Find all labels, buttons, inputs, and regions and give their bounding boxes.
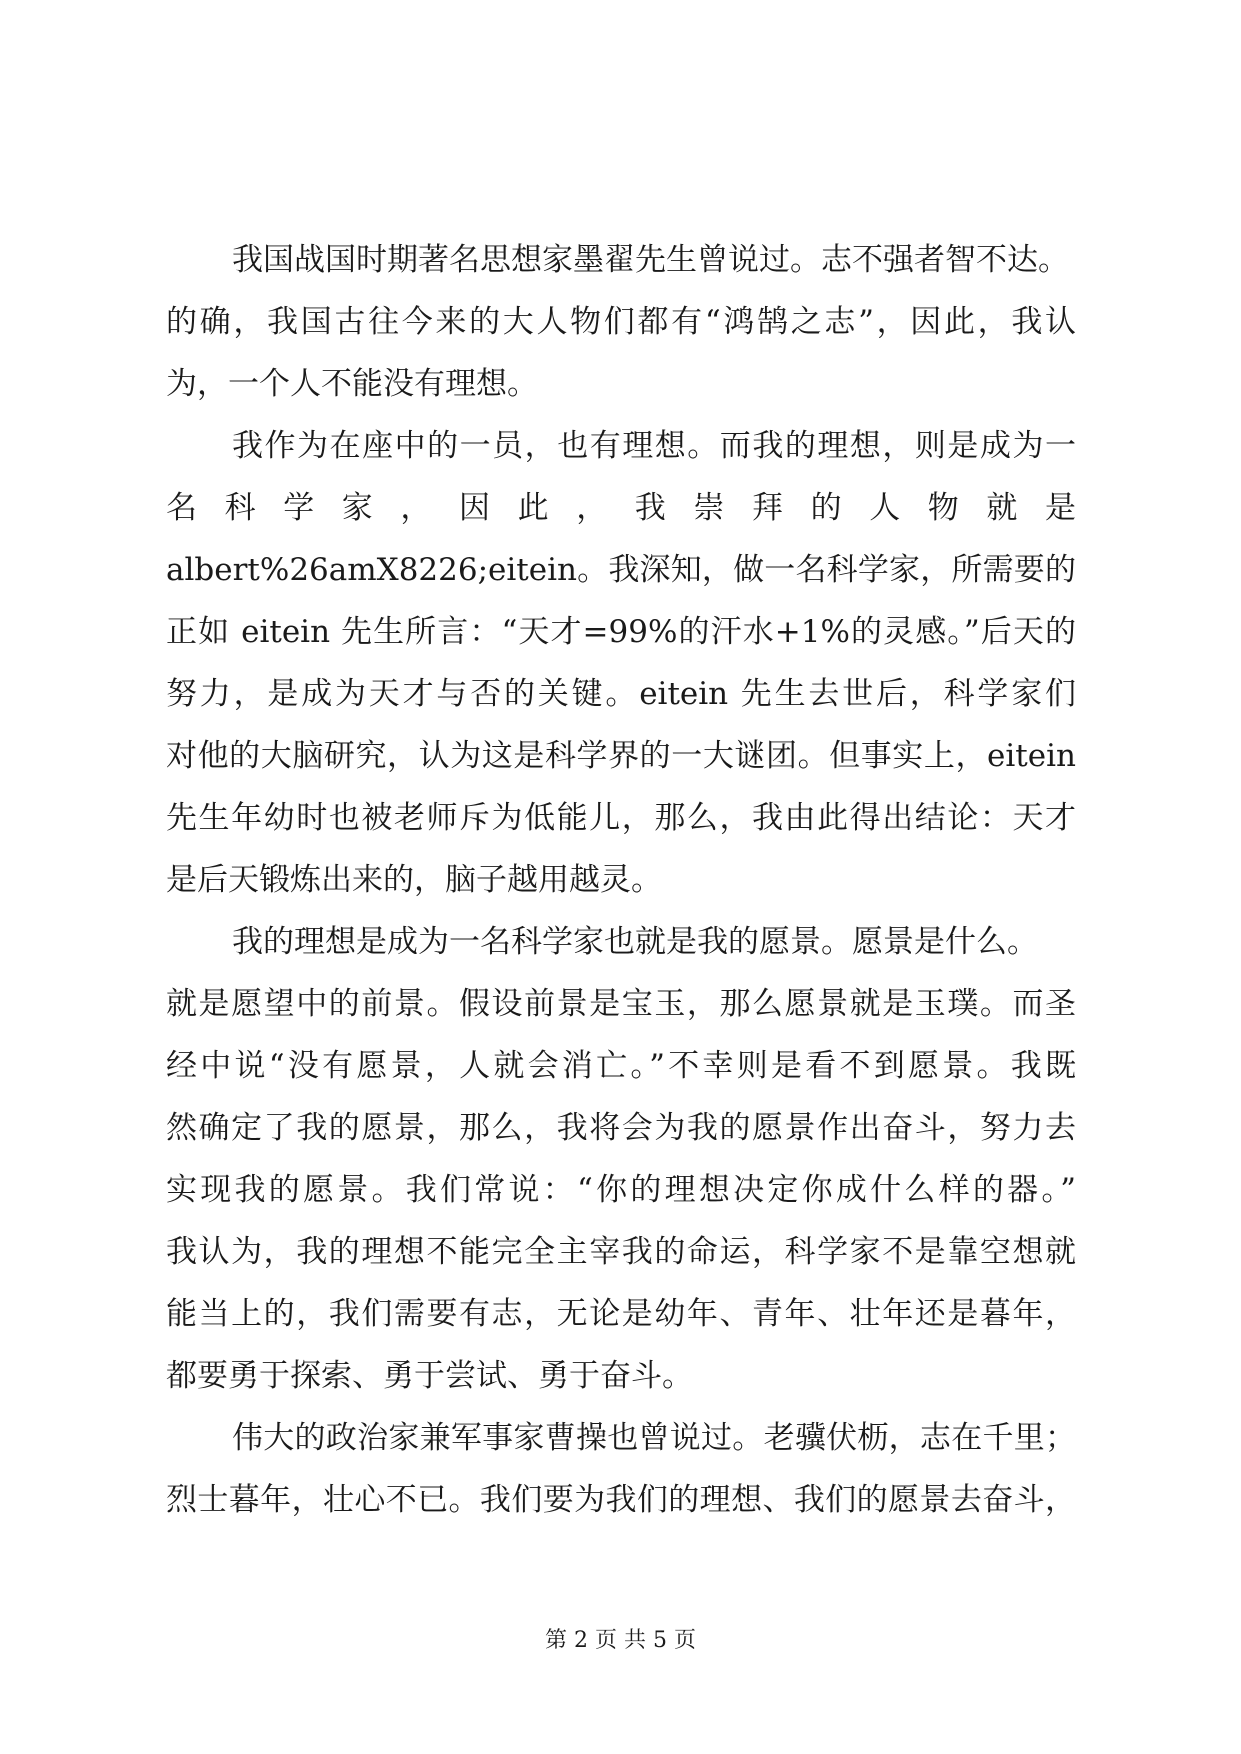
text-line: 就是愿望中的前景。假设前景是宝玉，那么愿景就是玉璞。而圣 — [166, 986, 1076, 1022]
body-text — [166, 229, 1076, 1531]
text-line: 我的理想是成为一名科学家也就是我的愿景。愿景是什么。 — [232, 924, 1038, 960]
text-line: 对他的大脑研究，认为这是科学界的一大谜团。但事实上，eitein — [166, 738, 1076, 774]
page-number-footer: 第 2 页 共 5 页 — [545, 1628, 696, 1653]
text-line: 先生年幼时也被老师斥为低能儿，那么，我由此得出结论：天才 — [166, 800, 1076, 836]
paragraph — [166, 415, 1076, 911]
text-line: 是后天锻炼出来的，脑子越用越灵。 — [166, 862, 662, 898]
text-line: 实现我的愿景。我们常说：“你的理想决定你成什么样的器。” — [166, 1172, 1076, 1208]
text-line: albert%26amX8226;eitein。我深知，做一名科学家，所需要的 — [166, 552, 1076, 588]
text-line: 为，一个人不能没有理想。 — [166, 366, 538, 402]
text-line: 伟大的政治家兼军事家曹操也曾说过。老骥伏枥，志在千里； — [232, 1420, 1076, 1456]
text-line: 我国战国时期著名思想家墨翟先生曾说过。志不强者智不达。 — [232, 242, 1069, 278]
text-line: 我作为在座中的一员，也有理想。而我的理想，则是成为一 — [232, 428, 1076, 464]
text-line: 名科学家，因此，我崇拜的人物就是 — [166, 490, 1076, 526]
text-line: 我认为，我的理想不能完全主宰我的命运，科学家不是靠空想就 — [166, 1234, 1076, 1270]
text-line: 努力，是成为天才与否的关键。eitein 先生去世后，科学家们 — [166, 676, 1076, 712]
text-line: 的确，我国古往今来的大人物们都有“鸿鹄之志”，因此，我认 — [166, 304, 1076, 340]
text-line: 能当上的，我们需要有志，无论是幼年、青年、壮年还是暮年， — [166, 1296, 1076, 1332]
text-line: 正如 eitein 先生所言：“天才=99%的汗水+1%的灵感。”后天的 — [166, 614, 1076, 650]
paragraph — [166, 229, 1076, 415]
paragraph — [166, 911, 1076, 1407]
text-line: 经中说“没有愿景，人就会消亡。”不幸则是看不到愿景。我既 — [166, 1048, 1076, 1084]
text-line: 烈士暮年，壮心不已。我们要为我们的理想、我们的愿景去奋斗， — [166, 1482, 1076, 1518]
text-line: 然确定了我的愿景，那么，我将会为我的愿景作出奋斗，努力去 — [166, 1110, 1076, 1146]
text-line: 都要勇于探索、勇于尝试、勇于奋斗。 — [166, 1358, 693, 1394]
paragraph — [166, 1407, 1076, 1531]
